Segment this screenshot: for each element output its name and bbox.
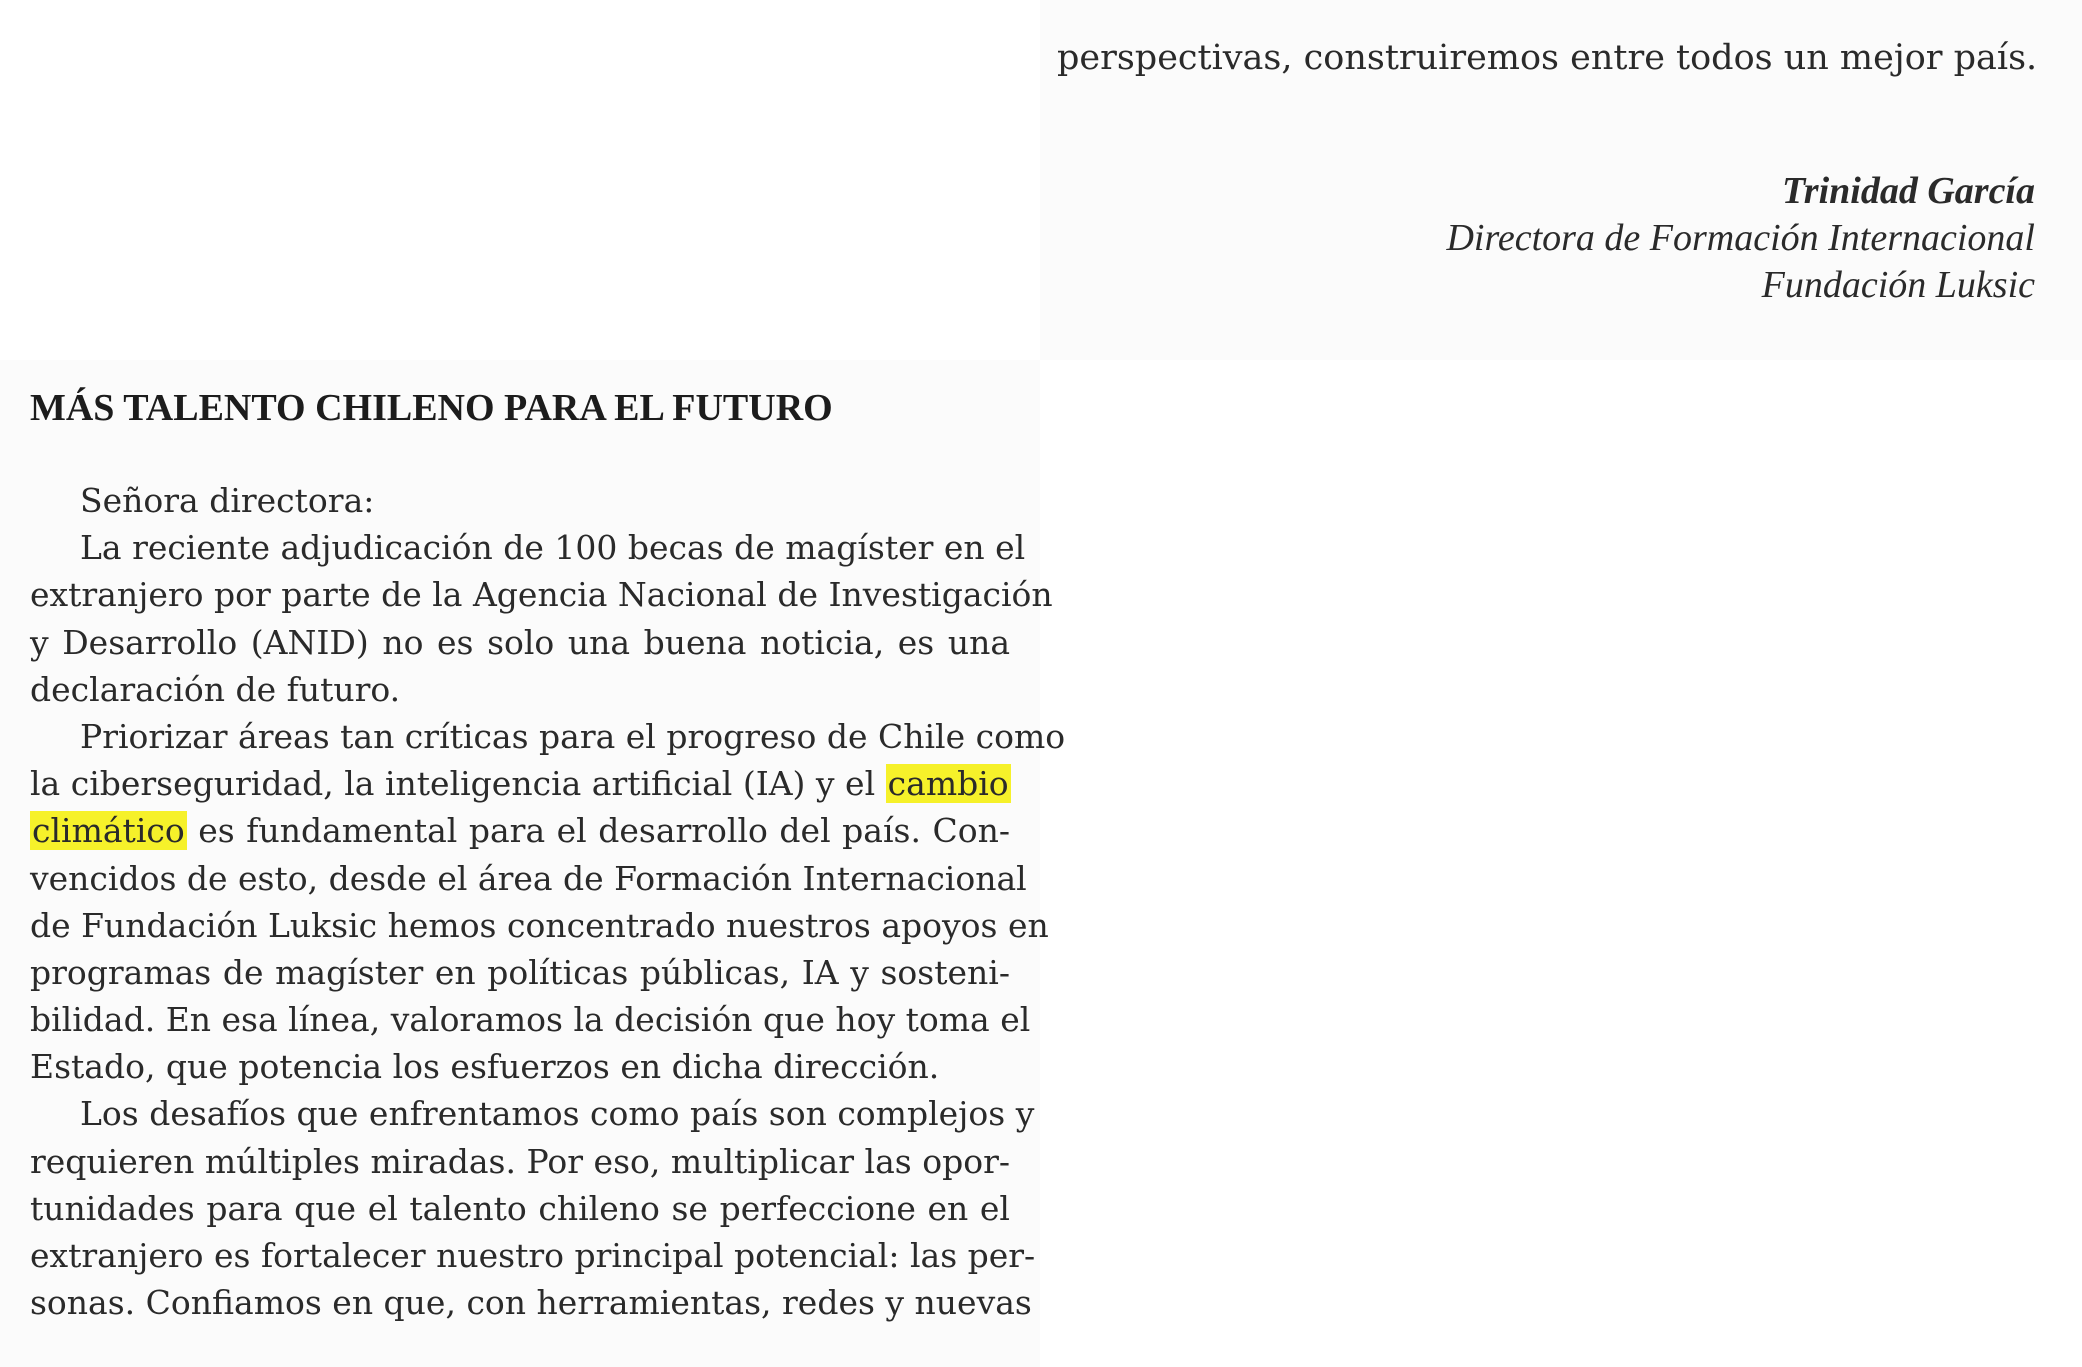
signature-block [1446, 168, 2035, 309]
continued-paragraph: perspectivas, construiremos entre todos un mejor país. [1057, 38, 2038, 78]
paragraph-3-line: Los desafíos que enfrentamos como país son complejos y [80, 1094, 1035, 1134]
paragraph-2-line: Priorizar áreas tan críticas para el progreso de Chile como [80, 716, 1066, 756]
paragraph-2-line: bilidad. En esa línea, valoramos la decisión que hoy toma el [30, 1000, 1031, 1040]
highlighted-text: cambio [887, 764, 1009, 804]
paragraph-2-line: programas de magíster en políticas públicas, IA y sosteni- [30, 952, 1010, 992]
signature-organization: Fundación Luksic [1761, 264, 2035, 306]
paragraph-2-line: de Fundación Luksic hemos concentrado nuestros apoyos en [30, 905, 1049, 945]
paragraph-3-line: extranjero es fortalecer nuestro principal potencial: las per- [30, 1236, 1036, 1275]
paragraph-3-line: requieren múltiples miradas. Por eso, multiplicar las opor- [30, 1141, 1010, 1181]
paragraph-2-text: la ciberseguridad, la inteligencia artificial (IA) y el [30, 764, 876, 804]
paragraph-1-line: declaración de futuro. [30, 669, 401, 709]
paragraph-1-line: y Desarrollo (ANID) no es solo una buena noticia, es una [30, 622, 1010, 662]
signature-name: Trinidad García [1782, 170, 2035, 212]
paragraph-2-line [30, 760, 1010, 807]
paragraph-2-line: vencidos de esto, desde el área de Formación Internacional [30, 858, 1027, 898]
highlighted-text: climático [32, 811, 185, 851]
paragraph-2-line: Estado, que potencia los esfuerzos en dicha dirección. [30, 1047, 940, 1087]
paragraph-3-line: sonas. Confiamos en que, con herramientas, redes y nuevas [30, 1283, 1032, 1323]
letter-body [30, 477, 1066, 1326]
signature-title: Directora de Formación Internacional [1446, 217, 2035, 259]
paragraph-1-line: La reciente adjudicación de 100 becas de magíster en el [80, 528, 1026, 568]
letter-headline: MÁS TALENTO CHILENO PARA EL FUTURO [30, 387, 833, 429]
paragraph-1-line: extranjero por parte de la Agencia Nacional de Investigación [30, 575, 1053, 615]
paragraph-2-line [30, 807, 1010, 854]
salutation: Señora directora: [80, 481, 375, 520]
paragraph-2-text: es fundamental para el desarrollo del país. Con- [198, 811, 1010, 851]
paragraph-3-line: tunidades para que el talento chileno se perfeccione en el [30, 1188, 1010, 1228]
